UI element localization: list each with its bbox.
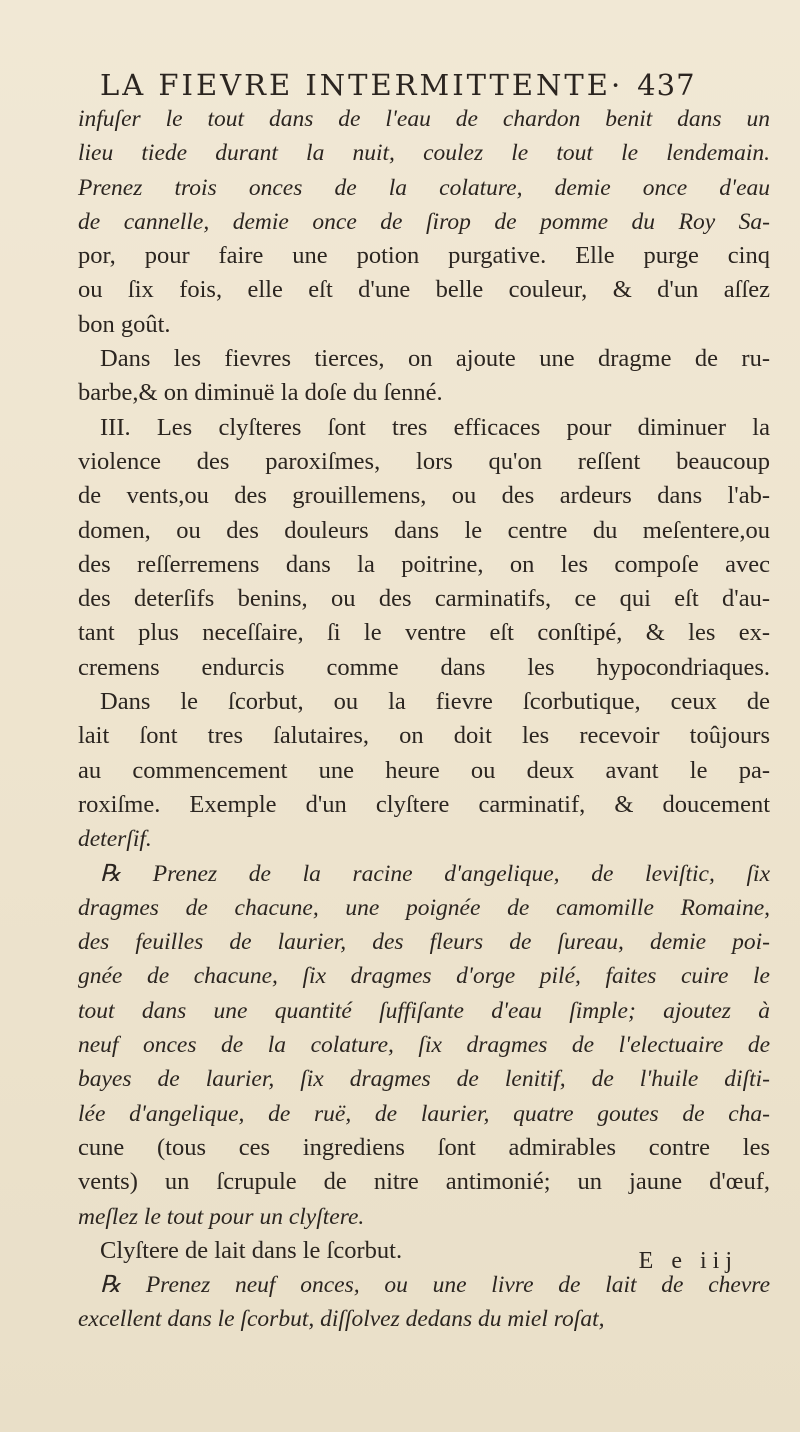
text-line: gnée de chacune, ſix dragmes d'orge pilé, faites cuire le <box>78 963 770 990</box>
header-title: LA FIEVRE INTERMITTENTE· <box>100 68 624 102</box>
text-line: deterſif. <box>78 826 152 853</box>
signature-mark: E e iij <box>638 1248 738 1274</box>
text-line: por, pour faire une potion purgative. Elle purge cinq <box>78 242 770 270</box>
text-line: des reſſerremens dans la poitrine, on les compoſe avec <box>78 550 770 578</box>
text-line: lée d'angelique, de ruë, de laurier, quatre goutes de cha- <box>78 1100 770 1127</box>
text-line: de cannelle, demie once de ſirop de pomme du Roy Sa- <box>78 208 770 235</box>
text-line: Dans le ſcorbut, ou la fievre ſcorbutique, ceux de <box>100 688 770 716</box>
text-line: cune (tous ces ingrediens ſont admirables contre les <box>78 1133 770 1161</box>
text-line: lieu tiede durant la nuit, coulez le tout le lendemain. <box>78 140 770 167</box>
text-line: neuf onces de la colature, ſix dragmes de l'electuaire de <box>78 1032 770 1059</box>
text-line: excellent dans le ſcorbut, diſſolvez dedans du miel roſat, <box>78 1306 605 1333</box>
text-line: Clyſtere de lait dans le ſcorbut. <box>100 1236 403 1264</box>
text-line: vents) un ſcrupule de nitre antimonié; un jaune d'œuf, <box>78 1168 770 1196</box>
text-line: lait ſont tres ſalutaires, on doit les recevoir toûjours <box>78 722 770 750</box>
text-line: au commencement une heure ou deux avant le pa- <box>78 756 770 784</box>
body-text <box>78 102 770 1337</box>
text-line: barbe,& on diminuë la doſe du ſenné. <box>78 379 443 407</box>
text-line: roxiſme. Exemple d'un clyſtere carminatif, & doucement <box>78 790 770 818</box>
running-header <box>100 68 696 102</box>
text-line: III. Les clyſteres ſont tres efficaces pour diminuer la <box>100 413 770 441</box>
text-line: tant plus neceſſaire, ſi le ventre eſt conſtipé, & les ex- <box>78 619 770 647</box>
text-line: infuſer le tout dans de l'eau de chardon benit dans un <box>78 106 770 132</box>
page-number: 437 <box>637 68 696 102</box>
text-line: bon goût. <box>78 310 171 338</box>
text-line: des feuilles de laurier, des fleurs de ſureau, demie poi- <box>78 929 770 956</box>
text-line: dragmes de chacune, une poignée de camomille Romaine, <box>78 894 770 921</box>
text-line: violence des paroxiſmes, lors qu'on reſſent beaucoup <box>78 447 770 475</box>
text-line: bayes de laurier, ſix dragmes de lenitif, de l'huile diſti- <box>78 1066 770 1093</box>
text-line: meſlez le tout pour un clyſtere. <box>78 1203 365 1230</box>
text-line: tout dans une quantité ſuffiſante d'eau ſimple; ajoutez à <box>78 997 770 1024</box>
text-line: cremens endurcis comme dans les hypocondriaques. <box>78 653 770 681</box>
text-line: ℞ Prenez de la racine d'angelique, de leviſtic, ſix <box>100 860 770 887</box>
text-line: Dans les fievres tierces, on ajoute une dragme de ru- <box>100 345 770 373</box>
text-line: domen, ou des douleurs dans le centre du meſentere,ou <box>78 516 770 544</box>
text-line: ℞ Prenez neuf onces, ou une livre de lait de chevre <box>100 1272 770 1299</box>
text-line: ou ſix fois, elle eſt d'une belle couleur, & d'un aſſez <box>78 276 770 304</box>
text-line: Prenez trois onces de la colature, demie once d'eau <box>78 174 770 201</box>
text-line: des deterſifs benins, ou des carminatifs, ce qui eſt d'au- <box>78 585 770 613</box>
text-line: de vents,ou des grouillemens, ou des ardeurs dans l'ab- <box>78 482 770 510</box>
